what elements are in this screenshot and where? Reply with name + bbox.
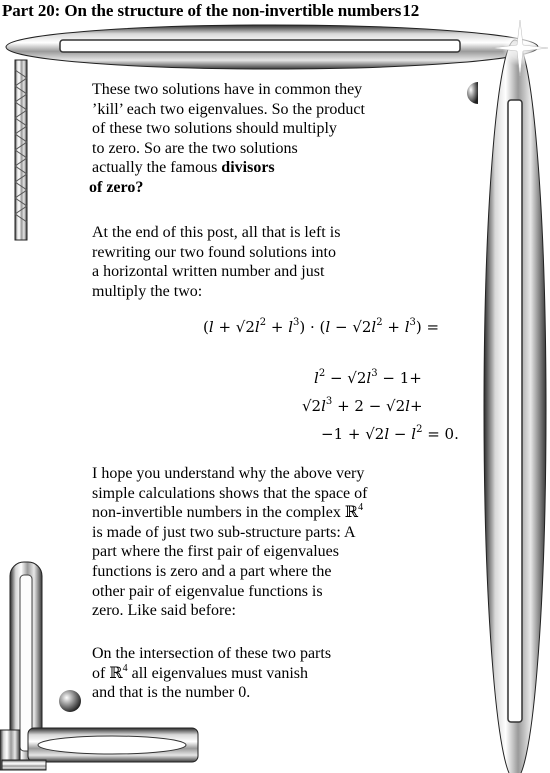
text-line: These two solutions have in common they [92, 81, 363, 98]
equation-line-3: $-1 + √2l - l^2 = 0$. [321, 424, 459, 443]
right-column-slot [508, 100, 522, 722]
text-line: multiply the two: [92, 282, 203, 300]
text-line: zero. Like said before: [92, 602, 236, 620]
text-line: to zero. So are the two solutions [92, 139, 298, 157]
paragraph-3 [92, 464, 367, 621]
text-line: On the intersection of these two parts [92, 645, 332, 662]
text-line: I hope you understand why the above very [92, 465, 365, 482]
bold-term: divisors [221, 159, 275, 177]
half-ball [467, 82, 478, 104]
text-line [89, 178, 365, 198]
bold-term: of zero? [89, 178, 144, 196]
text-line: ’kill’ each two eigenvalues. So the product [92, 100, 365, 118]
equation-product: $(l + √2l^2 + l^3) \cdot (l - √2l^2 + l^3)$ = [203, 317, 440, 336]
text-line: and that is the number 0. [92, 684, 251, 702]
text-line: of these two solutions should multiply [92, 120, 337, 138]
paragraph-1 [89, 80, 365, 198]
text-line: non-invertible numbers in the complex ℝ$^4$ [92, 502, 364, 522]
text-line: of ℝ$^4$ all eigenvalues must vanish [92, 662, 309, 682]
title-text: Part 20: On the structure of the non-invertible numbers [2, 1, 402, 20]
text-line: functions is zero and a part where the [92, 562, 332, 580]
text-line: At the end of this post, all that is left is [92, 224, 341, 241]
paragraph-4 [92, 644, 331, 703]
ball-icon [59, 690, 81, 712]
text-line: other pair of eigenvalue functions is [92, 582, 323, 600]
text-line: a horizontal written number and just [92, 263, 325, 281]
text-line: is made of just two sub-structure parts: A [92, 523, 356, 541]
text-line: part where the first pair of eigenvalues [92, 543, 340, 561]
equation-line-1: $l^2 - √2l^3 - 1+$ [314, 368, 422, 387]
page-title [2, 1, 419, 21]
equation-line-2: $√2l^3 + 2 - √2l+$ [302, 396, 423, 415]
top-bar-slot [60, 40, 460, 52]
page-number: 12 [402, 1, 420, 20]
text-line: rewriting our two found solutions into [92, 243, 336, 261]
text-line: simple calculations shows that the space of [92, 484, 368, 502]
paragraph-2 [92, 223, 340, 301]
text-line: actually the famous divisors [92, 159, 275, 177]
